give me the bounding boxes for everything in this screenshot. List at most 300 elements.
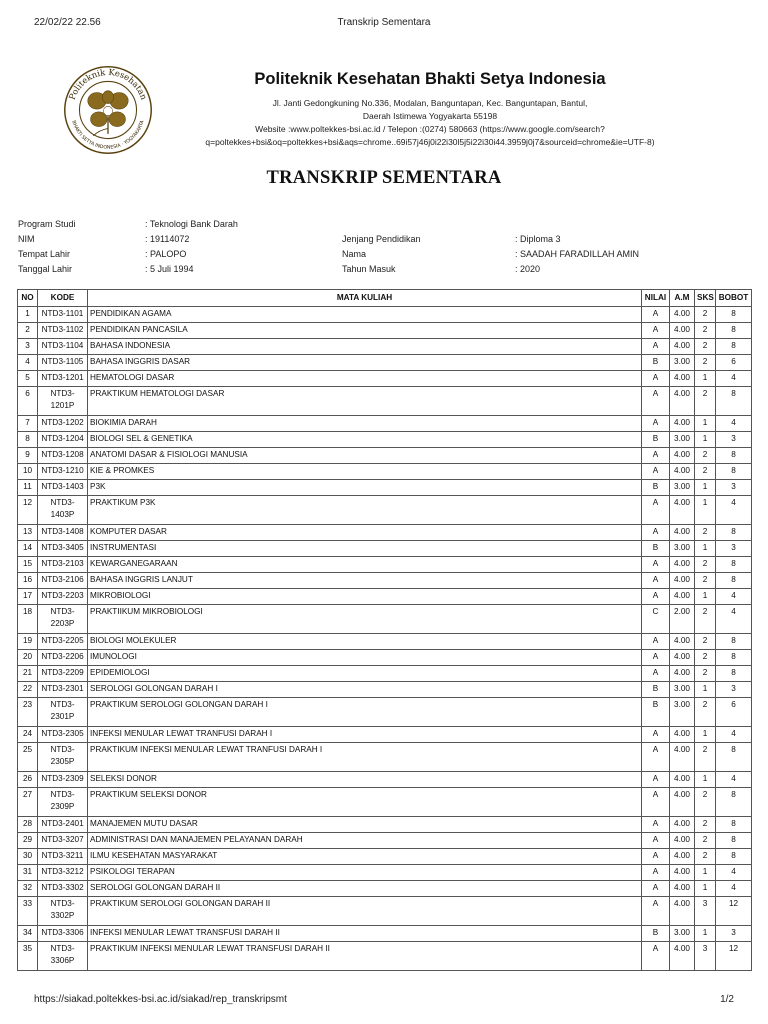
cell-no: 6 (18, 387, 38, 416)
cell-bobot: 3 (716, 541, 752, 557)
cell-am: 4.00 (670, 525, 695, 541)
cell-mata-kuliah: BIOLOGI MOLEKULER (88, 634, 642, 650)
cell-am: 4.00 (670, 942, 695, 971)
cell-bobot: 12 (716, 897, 752, 926)
cell-nilai: A (642, 865, 670, 881)
cell-kode: NTD3-2305 (38, 727, 88, 743)
cell-mata-kuliah: PRAKTIKUM SELEKSI DONOR (88, 788, 642, 817)
cell-mata-kuliah: BIOKIMIA DARAH (88, 416, 642, 432)
cell-nilai: B (642, 541, 670, 557)
cell-nilai: A (642, 881, 670, 897)
cell-nilai: A (642, 942, 670, 971)
cell-am: 4.00 (670, 464, 695, 480)
cell-mata-kuliah: ADMINISTRASI DAN MANAJEMEN PELAYANAN DARAH (88, 833, 642, 849)
transcript-table (17, 289, 752, 971)
cell-kode: NTD3-2206 (38, 650, 88, 666)
col-header-sks: SKS (695, 290, 716, 307)
cell-mata-kuliah: BAHASA INGGRIS LANJUT (88, 573, 642, 589)
cell-kode: NTD3-1210 (38, 464, 88, 480)
cell-nilai: A (642, 307, 670, 323)
cell-no: 19 (18, 634, 38, 650)
table-row (18, 605, 752, 634)
cell-sks: 2 (695, 525, 716, 541)
cell-nilai: A (642, 589, 670, 605)
cell-nilai: B (642, 698, 670, 727)
table-row (18, 698, 752, 727)
table-row (18, 355, 752, 371)
col-header-nilai: NILAI (642, 290, 670, 307)
cell-mata-kuliah: IMUNOLOGI (88, 650, 642, 666)
cell-am: 4.00 (670, 849, 695, 865)
cell-no: 14 (18, 541, 38, 557)
cell-bobot: 8 (716, 557, 752, 573)
cell-nilai: B (642, 432, 670, 448)
cell-mata-kuliah: BAHASA INDONESIA (88, 339, 642, 355)
cell-no: 7 (18, 416, 38, 432)
cell-nilai: A (642, 496, 670, 525)
table-row (18, 634, 752, 650)
cell-am: 3.00 (670, 926, 695, 942)
cell-bobot: 4 (716, 881, 752, 897)
cell-mata-kuliah: INSTRUMENTASI (88, 541, 642, 557)
cell-mata-kuliah: INFEKSI MENULAR LEWAT TRANSFUSI DARAH II (88, 926, 642, 942)
cell-kode: NTD3-3306 (38, 926, 88, 942)
cell-kode: NTD3-2309 (38, 772, 88, 788)
cell-nilai: A (642, 727, 670, 743)
cell-mata-kuliah: KOMPUTER DASAR (88, 525, 642, 541)
cell-bobot: 3 (716, 926, 752, 942)
cell-am: 4.00 (670, 881, 695, 897)
cell-am: 4.00 (670, 416, 695, 432)
tempat-lahir-value: : PALOPO (145, 249, 187, 259)
cell-nilai: A (642, 788, 670, 817)
cell-bobot: 8 (716, 387, 752, 416)
cell-bobot: 8 (716, 666, 752, 682)
table-row (18, 307, 752, 323)
cell-nilai: A (642, 666, 670, 682)
table-row (18, 897, 752, 926)
table-row (18, 926, 752, 942)
cell-sks: 1 (695, 480, 716, 496)
cell-no: 28 (18, 817, 38, 833)
cell-mata-kuliah: PRAKTIKUM HEMATOLOGI DASAR (88, 387, 642, 416)
cell-no: 22 (18, 682, 38, 698)
table-row (18, 881, 752, 897)
cell-no: 26 (18, 772, 38, 788)
cell-sks: 2 (695, 448, 716, 464)
cell-bobot: 8 (716, 833, 752, 849)
cell-am: 4.00 (670, 865, 695, 881)
table-row (18, 666, 752, 682)
cell-am: 4.00 (670, 339, 695, 355)
cell-am: 4.00 (670, 727, 695, 743)
program-studi-label: Program Studi (18, 219, 76, 229)
cell-nilai: A (642, 833, 670, 849)
cell-nilai: B (642, 480, 670, 496)
cell-kode: NTD3- 2309P (38, 788, 88, 817)
table-row (18, 496, 752, 525)
cell-sks: 1 (695, 541, 716, 557)
cell-no: 32 (18, 881, 38, 897)
cell-sks: 1 (695, 926, 716, 942)
cell-kode: NTD3-1202 (38, 416, 88, 432)
cell-no: 35 (18, 942, 38, 971)
cell-am: 4.00 (670, 387, 695, 416)
cell-nilai: A (642, 416, 670, 432)
info-row-program (18, 219, 758, 234)
cell-am: 4.00 (670, 772, 695, 788)
table-row (18, 339, 752, 355)
cell-sks: 2 (695, 666, 716, 682)
cell-mata-kuliah: KIE & PROMKES (88, 464, 642, 480)
table-row (18, 743, 752, 772)
print-datetime: 22/02/22 22.56 (34, 17, 101, 28)
cell-kode: NTD3-2106 (38, 573, 88, 589)
logo-ring-bottom: BHAKTI SETYA INDONESIA · YOGYAKARTA (70, 120, 146, 151)
cell-nilai: A (642, 650, 670, 666)
cell-bobot: 8 (716, 323, 752, 339)
cell-mata-kuliah: PRAKTIKUM SEROLOGI GOLONGAN DARAH II (88, 897, 642, 926)
flower-emblem-icon (88, 91, 128, 136)
cell-sks: 2 (695, 698, 716, 727)
print-url: https://siakad.poltekkes-bsi.ac.id/siakad/rep_transkripsmt (34, 994, 287, 1005)
cell-bobot: 3 (716, 682, 752, 698)
cell-am: 4.00 (670, 743, 695, 772)
cell-bobot: 8 (716, 307, 752, 323)
cell-sks: 1 (695, 865, 716, 881)
tanggal-lahir-label: Tanggal Lahir (18, 264, 73, 274)
cell-mata-kuliah: MIKROBIOLOGI (88, 589, 642, 605)
cell-no: 9 (18, 448, 38, 464)
cell-no: 29 (18, 833, 38, 849)
cell-sks: 2 (695, 605, 716, 634)
cell-bobot: 4 (716, 416, 752, 432)
cell-mata-kuliah: MANAJEMEN MUTU DASAR (88, 817, 642, 833)
cell-am: 4.00 (670, 496, 695, 525)
cell-mata-kuliah: BIOLOGI SEL & GENETIKA (88, 432, 642, 448)
table-row (18, 589, 752, 605)
cell-sks: 1 (695, 727, 716, 743)
cell-kode: NTD3-1408 (38, 525, 88, 541)
table-row (18, 849, 752, 865)
cell-no: 15 (18, 557, 38, 573)
tahun-masuk-label: Tahun Masuk (342, 264, 396, 274)
transcript-table-body (18, 307, 752, 971)
cell-nilai: C (642, 605, 670, 634)
cell-nilai: A (642, 743, 670, 772)
cell-bobot: 4 (716, 865, 752, 881)
cell-sks: 1 (695, 432, 716, 448)
cell-mata-kuliah: SEROLOGI GOLONGAN DARAH I (88, 682, 642, 698)
cell-bobot: 8 (716, 743, 752, 772)
table-row (18, 788, 752, 817)
cell-kode: NTD3- 2203P (38, 605, 88, 634)
table-row (18, 942, 752, 971)
cell-sks: 2 (695, 307, 716, 323)
table-row (18, 416, 752, 432)
cell-am: 4.00 (670, 307, 695, 323)
cell-bobot: 6 (716, 698, 752, 727)
cell-sks: 2 (695, 833, 716, 849)
col-header-mata-kuliah: MATA KULIAH (88, 290, 642, 307)
cell-sks: 2 (695, 650, 716, 666)
cell-no: 20 (18, 650, 38, 666)
cell-kode: NTD3-2401 (38, 817, 88, 833)
cell-mata-kuliah: ILMU KESEHATAN MASYARAKAT (88, 849, 642, 865)
program-studi-value: : Teknologi Bank Darah (145, 219, 238, 229)
cell-nilai: A (642, 557, 670, 573)
cell-am: 3.00 (670, 432, 695, 448)
cell-am: 4.00 (670, 788, 695, 817)
cell-sks: 1 (695, 496, 716, 525)
info-row-tanggal (18, 264, 758, 279)
cell-kode: NTD3-2205 (38, 634, 88, 650)
cell-mata-kuliah: PRAKTIKUM INFEKSI MENULAR LEWAT TRANSFUSI DARAH II (88, 942, 642, 971)
cell-bobot: 4 (716, 605, 752, 634)
cell-mata-kuliah: PENDIDIKAN AGAMA (88, 307, 642, 323)
nim-value: : 19114072 (145, 234, 190, 244)
cell-no: 11 (18, 480, 38, 496)
tanggal-lahir-value: : 5 Juli 1994 (145, 264, 194, 274)
contact-line-1: Website :www.poltekkes-bsi.ac.id / Telepon :(0274) 580663 (https://www.google.com/search? (255, 124, 605, 134)
cell-sks: 2 (695, 634, 716, 650)
cell-mata-kuliah: PRAKTIKUM P3K (88, 496, 642, 525)
cell-sks: 2 (695, 464, 716, 480)
cell-bobot: 3 (716, 432, 752, 448)
cell-no: 5 (18, 371, 38, 387)
cell-sks: 1 (695, 772, 716, 788)
cell-kode: NTD3-3211 (38, 849, 88, 865)
cell-sks: 1 (695, 682, 716, 698)
cell-bobot: 8 (716, 525, 752, 541)
cell-no: 23 (18, 698, 38, 727)
print-title: Transkrip Sementara (337, 17, 431, 28)
cell-nilai: B (642, 355, 670, 371)
tahun-masuk-value: : 2020 (515, 264, 541, 274)
cell-kode: NTD3-1105 (38, 355, 88, 371)
cell-mata-kuliah: PRAKTIIKUM MIKROBIOLOGI (88, 605, 642, 634)
cell-mata-kuliah: INFEKSI MENULAR LEWAT TRANFUSI DARAH I (88, 727, 642, 743)
table-row (18, 371, 752, 387)
table-row (18, 573, 752, 589)
cell-kode: NTD3-1204 (38, 432, 88, 448)
cell-am: 4.00 (670, 448, 695, 464)
institution-header (160, 70, 700, 149)
cell-sks: 2 (695, 743, 716, 772)
contact-line-2: q=poltekkes+bsi&oq=poltekkes+bsi&aqs=chrome..69i57j46j0i22i30l5j5i22i30i44.3959j0j7&sourceid=chrome&ie=UTF-8) (205, 137, 655, 147)
cell-bobot: 8 (716, 650, 752, 666)
cell-am: 4.00 (670, 323, 695, 339)
cell-mata-kuliah: SELEKSI DONOR (88, 772, 642, 788)
cell-nilai: A (642, 448, 670, 464)
cell-am: 4.00 (670, 557, 695, 573)
cell-bobot: 4 (716, 772, 752, 788)
cell-kode: NTD3-3212 (38, 865, 88, 881)
table-row (18, 727, 752, 743)
cell-mata-kuliah: PSIKOLOGI TERAPAN (88, 865, 642, 881)
cell-sks: 1 (695, 416, 716, 432)
info-row-tempat (18, 249, 758, 264)
cell-kode: NTD3-3302 (38, 881, 88, 897)
cell-bobot: 4 (716, 727, 752, 743)
cell-am: 3.00 (670, 682, 695, 698)
table-header-row (18, 290, 752, 307)
cell-kode: NTD3-1403 (38, 480, 88, 496)
cell-kode: NTD3-1104 (38, 339, 88, 355)
cell-am: 4.00 (670, 371, 695, 387)
table-row (18, 557, 752, 573)
cell-nilai: A (642, 371, 670, 387)
table-row (18, 817, 752, 833)
cell-nilai: A (642, 387, 670, 416)
cell-kode: NTD3-2103 (38, 557, 88, 573)
cell-no: 30 (18, 849, 38, 865)
cell-nilai: A (642, 525, 670, 541)
col-header-bobot: BOBOT (716, 290, 752, 307)
cell-am: 4.00 (670, 634, 695, 650)
cell-am: 2.00 (670, 605, 695, 634)
cell-am: 3.00 (670, 480, 695, 496)
cell-sks: 2 (695, 788, 716, 817)
cell-kode: NTD3-3405 (38, 541, 88, 557)
cell-am: 4.00 (670, 833, 695, 849)
cell-am: 4.00 (670, 650, 695, 666)
cell-kode: NTD3-3207 (38, 833, 88, 849)
table-row (18, 448, 752, 464)
cell-kode: NTD3-2301 (38, 682, 88, 698)
address-line-2: Daerah Istimewa Yogyakarta 55198 (362, 111, 498, 121)
cell-nilai: A (642, 634, 670, 650)
cell-bobot: 4 (716, 589, 752, 605)
cell-no: 12 (18, 496, 38, 525)
nim-label: NIM (18, 234, 35, 244)
cell-bobot: 4 (716, 371, 752, 387)
cell-kode: NTD3-1201 (38, 371, 88, 387)
cell-nilai: A (642, 849, 670, 865)
cell-no: 31 (18, 865, 38, 881)
cell-bobot: 8 (716, 464, 752, 480)
cell-bobot: 6 (716, 355, 752, 371)
table-row (18, 387, 752, 416)
cell-bobot: 8 (716, 573, 752, 589)
cell-bobot: 8 (716, 788, 752, 817)
cell-mata-kuliah: PENDIDIKAN PANCASILA (88, 323, 642, 339)
table-row (18, 650, 752, 666)
cell-sks: 2 (695, 323, 716, 339)
jenjang-label: Jenjang Pendidikan (342, 234, 421, 244)
cell-mata-kuliah: PRAKTIKUM INFEKSI MENULAR LEWAT TRANFUSI DARAH I (88, 743, 642, 772)
table-row (18, 525, 752, 541)
cell-sks: 2 (695, 573, 716, 589)
col-header-am: A.M (670, 290, 695, 307)
cell-no: 24 (18, 727, 38, 743)
table-row (18, 833, 752, 849)
cell-mata-kuliah: SEROLOGI GOLONGAN DARAH II (88, 881, 642, 897)
cell-kode: NTD3-1101 (38, 307, 88, 323)
print-page-number: 1/2 (720, 994, 734, 1005)
cell-sks: 2 (695, 355, 716, 371)
cell-kode: NTD3-1208 (38, 448, 88, 464)
cell-sks: 1 (695, 371, 716, 387)
cell-am: 4.00 (670, 817, 695, 833)
address-line-1: Jl. Janti Gedongkuning No.336, Modalan, Banguntapan, Kec. Banguntapan, Bantul, (272, 98, 588, 108)
cell-mata-kuliah: KEWARGANEGARAAN (88, 557, 642, 573)
tempat-lahir-label: Tempat Lahir (18, 249, 71, 259)
nama-label: Nama (342, 249, 367, 259)
cell-nilai: A (642, 573, 670, 589)
student-info (18, 219, 758, 279)
cell-kode: NTD3- 2305P (38, 743, 88, 772)
cell-nilai: B (642, 926, 670, 942)
cell-sks: 1 (695, 881, 716, 897)
cell-sks: 2 (695, 817, 716, 833)
cell-no: 10 (18, 464, 38, 480)
cell-bobot: 3 (716, 480, 752, 496)
cell-no: 1 (18, 307, 38, 323)
cell-kode: NTD3- 2301P (38, 698, 88, 727)
cell-kode: NTD3-1102 (38, 323, 88, 339)
cell-no: 4 (18, 355, 38, 371)
cell-no: 25 (18, 743, 38, 772)
cell-bobot: 8 (716, 448, 752, 464)
cell-no: 34 (18, 926, 38, 942)
cell-bobot: 8 (716, 817, 752, 833)
cell-am: 3.00 (670, 541, 695, 557)
cell-nilai: A (642, 817, 670, 833)
cell-nilai: A (642, 897, 670, 926)
cell-sks: 2 (695, 557, 716, 573)
cell-am: 4.00 (670, 666, 695, 682)
cell-bobot: 12 (716, 942, 752, 971)
cell-kode: NTD3- 1201P (38, 387, 88, 416)
cell-am: 3.00 (670, 355, 695, 371)
cell-bobot: 8 (716, 339, 752, 355)
cell-sks: 3 (695, 942, 716, 971)
table-row (18, 480, 752, 496)
cell-bobot: 8 (716, 634, 752, 650)
col-header-no: NO (18, 290, 38, 307)
cell-kode: NTD3-2203 (38, 589, 88, 605)
cell-am: 4.00 (670, 573, 695, 589)
col-header-kode: KODE (38, 290, 88, 307)
cell-no: 13 (18, 525, 38, 541)
jenjang-value: : Diploma 3 (515, 234, 561, 244)
cell-am: 4.00 (670, 897, 695, 926)
table-row (18, 323, 752, 339)
nama-value: : SAADAH FARADILLAH AMIN (515, 249, 640, 259)
table-row (18, 865, 752, 881)
institution-name: Politeknik Kesehatan Bhakti Setya Indonesia (254, 70, 606, 88)
cell-mata-kuliah: EPIDEMIOLOGI (88, 666, 642, 682)
cell-kode: NTD3- 3302P (38, 897, 88, 926)
cell-no: 2 (18, 323, 38, 339)
cell-mata-kuliah: P3K (88, 480, 642, 496)
cell-no: 17 (18, 589, 38, 605)
info-row-nim (18, 234, 758, 249)
cell-kode: NTD3- 1403P (38, 496, 88, 525)
cell-sks: 3 (695, 897, 716, 926)
table-row (18, 772, 752, 788)
cell-nilai: A (642, 464, 670, 480)
cell-nilai: A (642, 772, 670, 788)
cell-no: 16 (18, 573, 38, 589)
cell-sks: 2 (695, 849, 716, 865)
institution-logo (62, 64, 154, 156)
table-row (18, 682, 752, 698)
cell-sks: 2 (695, 387, 716, 416)
table-row (18, 432, 752, 448)
cell-bobot: 4 (716, 496, 752, 525)
